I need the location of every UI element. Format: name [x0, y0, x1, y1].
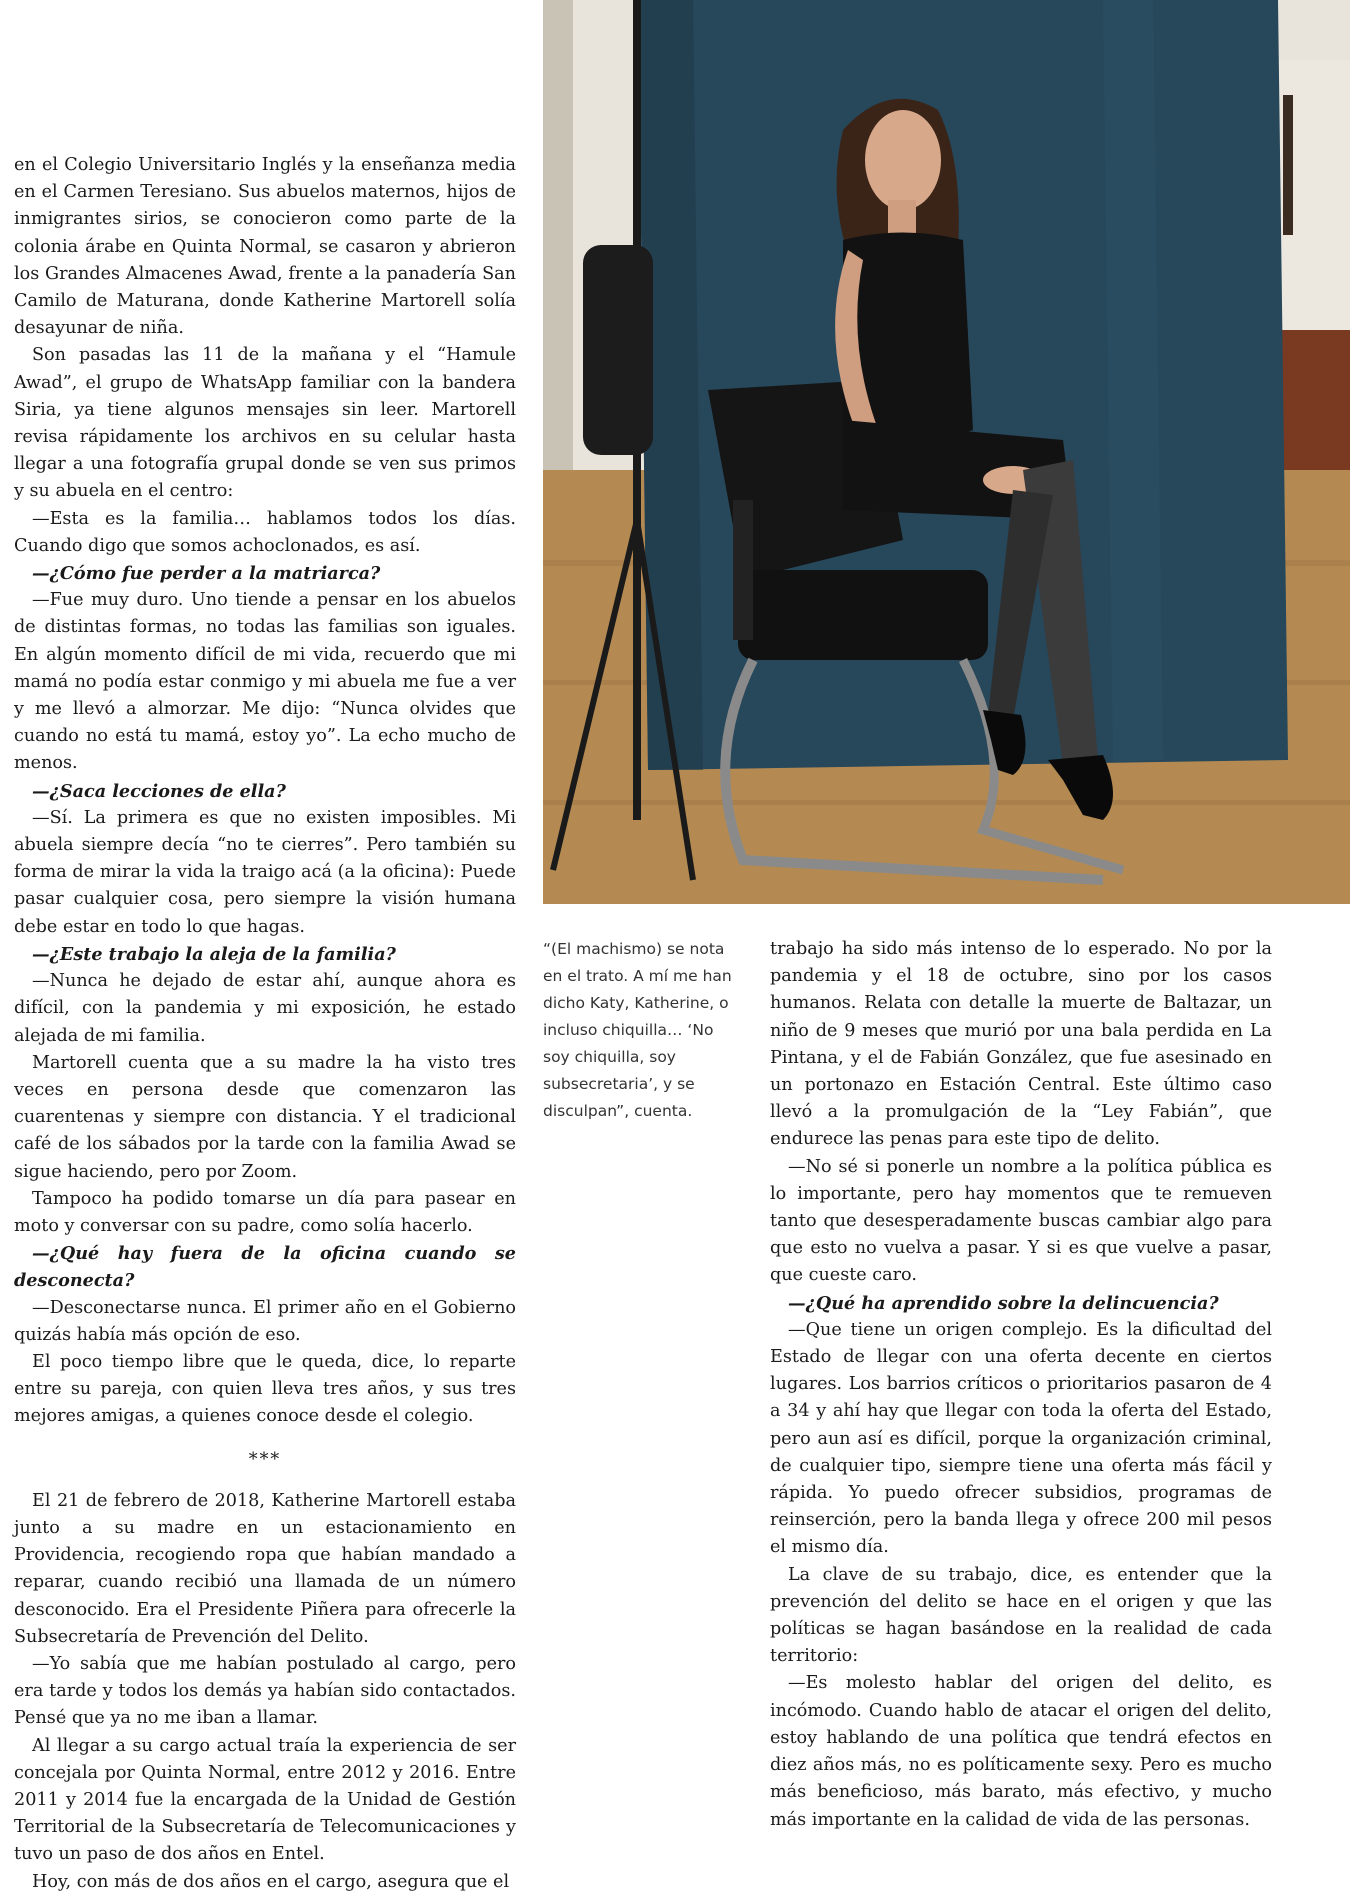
portrait-illustration: [543, 0, 1350, 904]
paragraph: Tampoco ha podido tomarse un día para pasear en moto y conversar con su padre, como solía hacerlo.: [14, 1188, 516, 1236]
interview-question: —¿Cómo fue perder a la matriarca?: [32, 563, 381, 585]
paragraph: Martorell cuenta que a su madre la ha visto tres veces en persona desde que comenzaron las cuarentenas y siempre con distancia. Y el tradicional café de los sábados por la tarde con la familia Awad se sigue haciendo, pero por Zoom.: [14, 1052, 516, 1182]
paragraph: —Que tiene un origen complejo. Es la dificultad del Estado de llegar con una oferta decente en ciertos lugares. Los barrios críticos o prioritarios pasaron de 4 a 34 y ahí hay que llegar con toda la oferta del Estado, pero aun así es difícil, porque la organización criminal, de cualquier tipo, siempre tiene una oferta más fácil y rápida. Yo puedo ofrecer subsidios, programas de reinserción, pero la banda llega y ofrece 200 mil pesos el mismo día.: [770, 1319, 1272, 1558]
paragraph: —Esta es la familia… hablamos todos los días. Cuando digo que somos achoclonados, es así.: [14, 508, 516, 556]
paragraph: —Fue muy duro. Uno tiende a pensar en los abuelos de distintas formas, no todas las familias son iguales. En algún momento difícil de mi vida, recuerdo que mi mamá no podía estar conmigo y mi abuela me fue a ver y me llevó a almorzar. Me dijo: “Nunca olvides que cuando no está tu mamá, estoy yo”. La echo mucho de menos.: [14, 590, 516, 774]
article-column-right: [770, 936, 1272, 1834]
portrait-photo: [543, 0, 1350, 904]
interview-question: —¿Qué ha aprendido sobre la delincuencia?: [788, 1292, 1219, 1314]
article-column-left: [14, 152, 516, 1896]
paragraph: —Nunca he dejado de estar ahí, aunque ahora es difícil, con la pandemia y mi exposición, he estado alejada de mi familia.: [14, 971, 516, 1046]
backpack: [583, 245, 653, 455]
paragraph: La clave de su trabajo, dice, es entender que la prevención del delito se hace en el origen y que las políticas se hagan basándose en la realidad de cada territorio:: [770, 1564, 1272, 1667]
pull-quote: “(El machismo) se nota en el trato. A mí me han dicho Katy, Katherine, o incluso chiquilla… ‘No soy chiquilla, soy subsecretaria’, y se disculpan”, cuenta.: [543, 940, 732, 1120]
paragraph: Al llegar a su cargo actual traía la experiencia de ser concejala por Quinta Normal, entre 2012 y 2016. Entre 2011 y 2014 fue la encargada de la Unidad de Gestión Territorial de la Subsecretaría de Telecomunicaciones y tuvo un paso de dos años en Entel.: [14, 1735, 516, 1865]
paragraph: en el Colegio Universitario Inglés y la enseñanza media en el Carmen Teresiano. Sus abuelos maternos, hijos de inmigrantes sirios, se conocieron como parte de la colonia árabe en Quinta Normal, se casaron y abrieron los Grandes Almacenes Awad, frente a la panadería San Camilo de Maturana, donde Katherine Martorell solía desayunar de niña.: [14, 155, 516, 339]
paragraph: Hoy, con más de dos años en el cargo, asegura que el: [32, 1871, 510, 1892]
paragraph: Son pasadas las 11 de la mañana y el “Hamule Awad”, el grupo de WhatsApp familiar con la bandera Siria, ya tiene algunos mensajes sin leer. Martorell revisa rápidamente los archivos en su celular hasta llegar a una fotografía grupal donde se ven sus primos y su abuela en el centro:: [14, 345, 516, 502]
section-separator: ***: [248, 1449, 282, 1470]
interview-question: —¿Qué hay fuera de la oficina cuando se desconecta?: [14, 1243, 516, 1292]
paragraph: —Desconectarse nunca. El primer año en el Gobierno quizás había más opción de eso.: [14, 1297, 516, 1345]
paragraph: —Sí. La primera es que no existen imposibles. Mi abuela siempre decía “no te cierres”. Pero también su forma de mirar la vida la traigo acá (a la oficina): Puede pasar cualquier cosa, pero siempre la visión humana debe estar en todo lo que hagas.: [14, 807, 516, 937]
paragraph: —Es molesto hablar del origen del delito, es incómodo. Cuando hablo de atacar el origen del delito, estoy hablando de una política que tendrá efectos en diez años más, no es políticamente sexy. Pero es mucho más beneficioso, más barato, más efectivo, y mucho más importante en la calidad de vida de las personas.: [770, 1673, 1272, 1830]
paragraph: El poco tiempo libre que le queda, dice, lo reparte entre su pareja, con quien lleva tres años, y sus tres mejores amigas, a quienes conoce desde el colegio.: [14, 1351, 516, 1427]
interview-question: —¿Saca lecciones de ella?: [32, 780, 286, 802]
paragraph: El 21 de febrero de 2018, Katherine Martorell estaba junto a su madre en un estacionamiento en Providencia, recogiendo ropa que habían mandado a reparar, cuando recibió una llamada de un número desconocido. Era el Presidente Piñera para ofrecerle la Subsecretaría de Prevención del Delito.: [14, 1490, 516, 1647]
interview-question: —¿Este trabajo la aleja de la familia?: [32, 943, 396, 965]
paragraph: —Yo sabía que me habían postulado al cargo, pero era tarde y todos los demás ya habían sido contactados. Pensé que ya no me iban a llamar.: [14, 1653, 516, 1729]
paragraph: trabajo ha sido más intenso de lo esperado. No por la pandemia y el 18 de octubre, sino por los casos humanos. Relata con detalle la muerte de Baltazar, un niño de 9 meses que murió por una bala perdida en La Pintana, y el de Fabián González, que fue asesinado en un portonazo en Estación Central. Este último caso llevó a la promulgación de la “Ley Fabián”, que endurece las penas para este tipo de delito.: [770, 939, 1272, 1150]
paragraph: —No sé si ponerle un nombre a la política pública es lo importante, pero hay momentos que te remueven tanto que desesperadamente buscas cambiar algo para que esto no vuelva a pasar. Y si es que vuelve a pasar, que cueste caro.: [770, 1156, 1272, 1286]
